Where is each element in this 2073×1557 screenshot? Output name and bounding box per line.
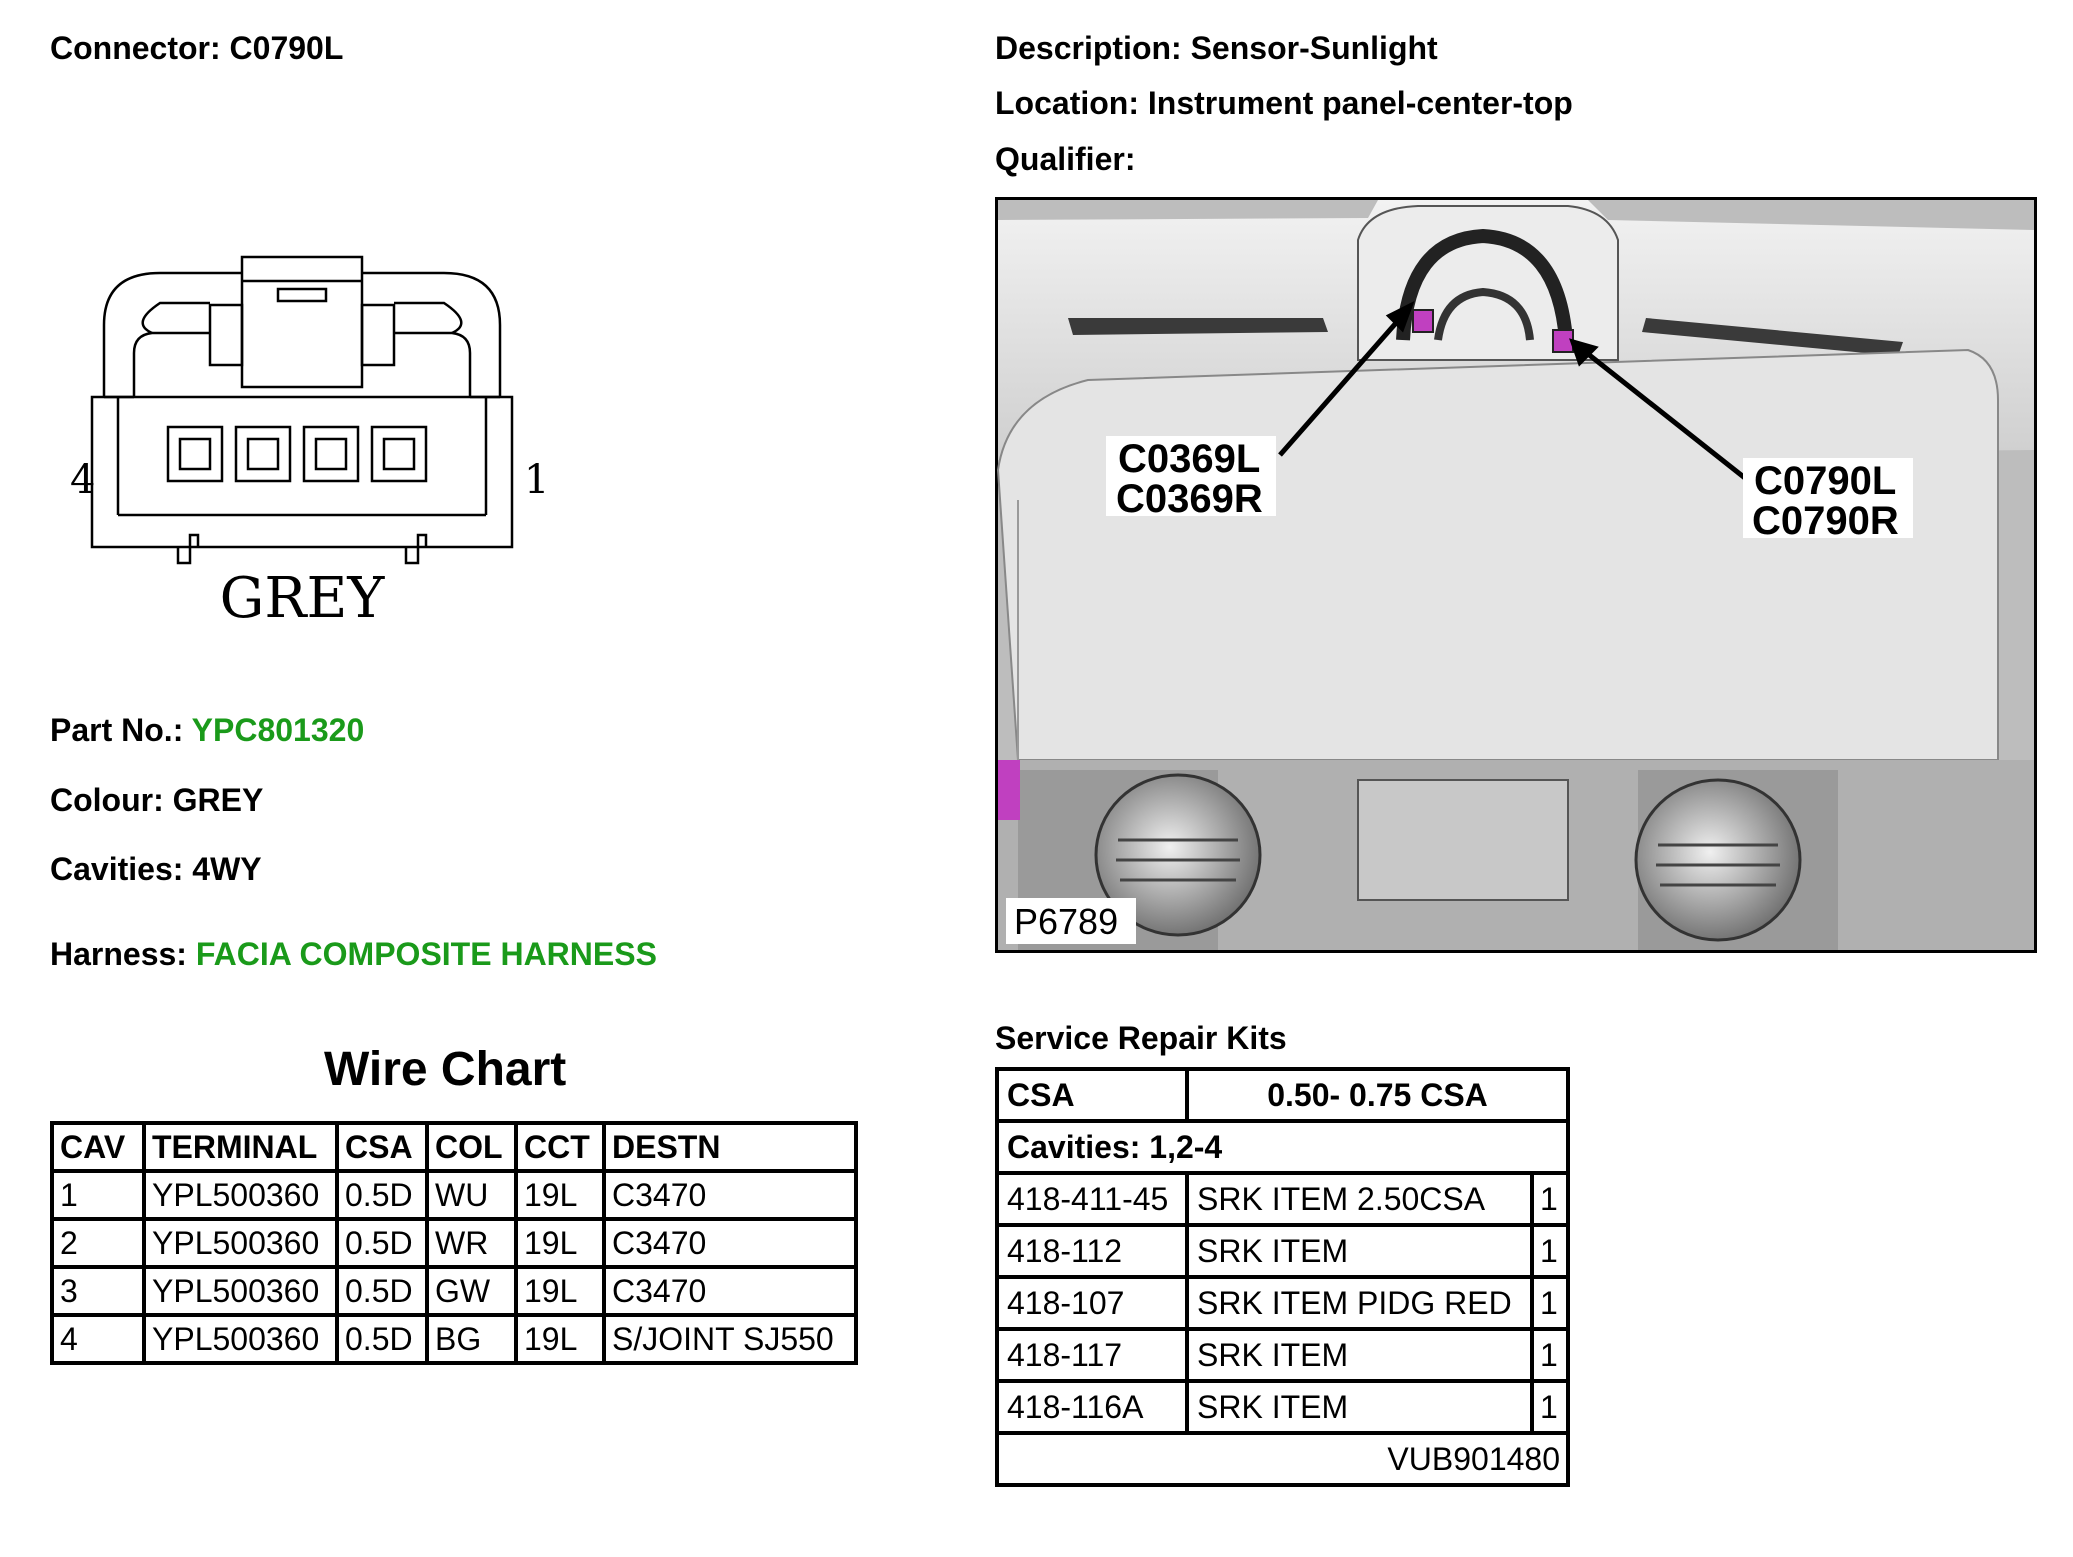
table-row xyxy=(997,1381,1568,1433)
qualifier-text: Qualifier: xyxy=(995,141,1136,177)
part-number-row xyxy=(50,712,364,749)
cavity-outline xyxy=(304,427,358,481)
kit-description: SRK ITEM PIDG RED xyxy=(1187,1277,1532,1329)
cell-csa: 0.5D xyxy=(337,1315,427,1363)
cavities-text: Cavities: 4WY xyxy=(50,851,262,887)
table-row xyxy=(997,1329,1568,1381)
service-kits-table xyxy=(995,1067,1570,1487)
cell-csa: 0.5D xyxy=(337,1267,427,1315)
cell-destn: S/JOINT SJ550 xyxy=(604,1315,856,1363)
cavity-outline xyxy=(372,427,426,481)
cavity-terminal xyxy=(384,439,414,469)
kits-footer-row xyxy=(997,1433,1568,1485)
cavity-terminal xyxy=(180,439,210,469)
kit-quantity: 1 xyxy=(1532,1329,1568,1381)
cell-destn: C3470 xyxy=(604,1267,856,1315)
header-cav: CAV xyxy=(52,1123,144,1171)
kit-description: SRK ITEM xyxy=(1187,1225,1532,1277)
cell-cav: 4 xyxy=(52,1315,144,1363)
cell-col: BG xyxy=(427,1315,516,1363)
connector-face-diagram xyxy=(60,245,550,645)
location-text: Location: Instrument panel-center-top xyxy=(995,85,1573,121)
wire-chart-header-row xyxy=(52,1123,856,1171)
kit-description: SRK ITEM xyxy=(1187,1381,1532,1433)
cell-terminal: YPL500360 xyxy=(144,1171,337,1219)
cell-cav: 3 xyxy=(52,1267,144,1315)
part-number-label: Part No.: xyxy=(50,712,184,748)
kits-csa-value: 0.50- 0.75 CSA xyxy=(1187,1069,1568,1121)
cell-cct: 19L xyxy=(516,1171,604,1219)
cell-csa: 0.5D xyxy=(337,1171,427,1219)
kit-part-number: 418-112 xyxy=(997,1225,1187,1277)
description-text: Description: Sensor-Sunlight xyxy=(995,30,1438,66)
header-terminal: TERMINAL xyxy=(144,1123,337,1171)
header-col: COL xyxy=(427,1123,516,1171)
kits-footer-code: VUB901480 xyxy=(997,1433,1568,1485)
colour-text: Colour: GREY xyxy=(50,782,264,818)
harness-value: FACIA COMPOSITE HARNESS xyxy=(195,936,657,972)
kit-description: SRK ITEM xyxy=(1187,1329,1532,1381)
connector-colour-label: GREY xyxy=(219,566,385,631)
table-row xyxy=(52,1267,856,1315)
location-photo xyxy=(995,197,2037,953)
cell-cav: 2 xyxy=(52,1219,144,1267)
table-row xyxy=(52,1315,856,1363)
header-cct: CCT xyxy=(516,1123,604,1171)
kit-quantity: 1 xyxy=(1532,1381,1568,1433)
table-row xyxy=(52,1171,856,1219)
wire-chart-title: Wire Chart xyxy=(324,1043,567,1096)
cell-col: WR xyxy=(427,1219,516,1267)
cell-col: GW xyxy=(427,1267,516,1315)
kit-part-number: 418-116A xyxy=(997,1381,1187,1433)
table-row xyxy=(997,1277,1568,1329)
cell-cct: 19L xyxy=(516,1219,604,1267)
kit-part-number: 418-117 xyxy=(997,1329,1187,1381)
cavity-terminal xyxy=(316,439,346,469)
kit-quantity: 1 xyxy=(1532,1173,1568,1225)
table-row xyxy=(997,1225,1568,1277)
cavity-outline xyxy=(168,427,222,481)
cell-col: WU xyxy=(427,1171,516,1219)
kit-quantity: 1 xyxy=(1532,1225,1568,1277)
part-number-value: YPC801320 xyxy=(191,712,365,748)
cell-cct: 19L xyxy=(516,1267,604,1315)
kits-cavities: Cavities: 1,2-4 xyxy=(997,1121,1568,1173)
photo-label-c0790r: C0790R xyxy=(1752,499,1899,543)
cell-destn: C3470 xyxy=(604,1219,856,1267)
header-destn: DESTN xyxy=(604,1123,856,1171)
photo-figure-id: P6789 xyxy=(1014,901,1119,942)
kit-description: SRK ITEM 2.50CSA xyxy=(1187,1173,1532,1225)
table-row xyxy=(52,1219,856,1267)
cell-cav: 1 xyxy=(52,1171,144,1219)
harness-label: Harness: xyxy=(50,936,187,972)
kits-csa-label: CSA xyxy=(997,1069,1187,1121)
connector-title: Connector: C0790L xyxy=(50,30,344,66)
service-kits-title: Service Repair Kits xyxy=(995,1020,1287,1056)
kit-part-number: 418-107 xyxy=(997,1277,1187,1329)
kits-cavities-row xyxy=(997,1121,1568,1173)
cell-terminal: YPL500360 xyxy=(144,1267,337,1315)
cell-terminal: YPL500360 xyxy=(144,1315,337,1363)
photo-label-c0790l: C0790L xyxy=(1754,459,1897,503)
photo-label-c0369r: C0369R xyxy=(1116,477,1263,521)
wire-chart-table xyxy=(50,1121,858,1365)
kits-csa-row xyxy=(997,1069,1568,1121)
pin-1-label: 1 xyxy=(524,457,550,503)
kit-quantity: 1 xyxy=(1532,1277,1568,1329)
kit-part-number: 418-411-45 xyxy=(997,1173,1187,1225)
cavity-terminal xyxy=(248,439,278,469)
pin-4-label: 4 xyxy=(70,457,96,503)
header-csa: CSA xyxy=(337,1123,427,1171)
cell-terminal: YPL500360 xyxy=(144,1219,337,1267)
cell-cct: 19L xyxy=(516,1315,604,1363)
cavity-outline xyxy=(236,427,290,481)
harness-row xyxy=(50,936,657,973)
cell-csa: 0.5D xyxy=(337,1219,427,1267)
photo-label-c0369l: C0369L xyxy=(1118,437,1261,481)
table-row xyxy=(997,1173,1568,1225)
cell-destn: C3470 xyxy=(604,1171,856,1219)
